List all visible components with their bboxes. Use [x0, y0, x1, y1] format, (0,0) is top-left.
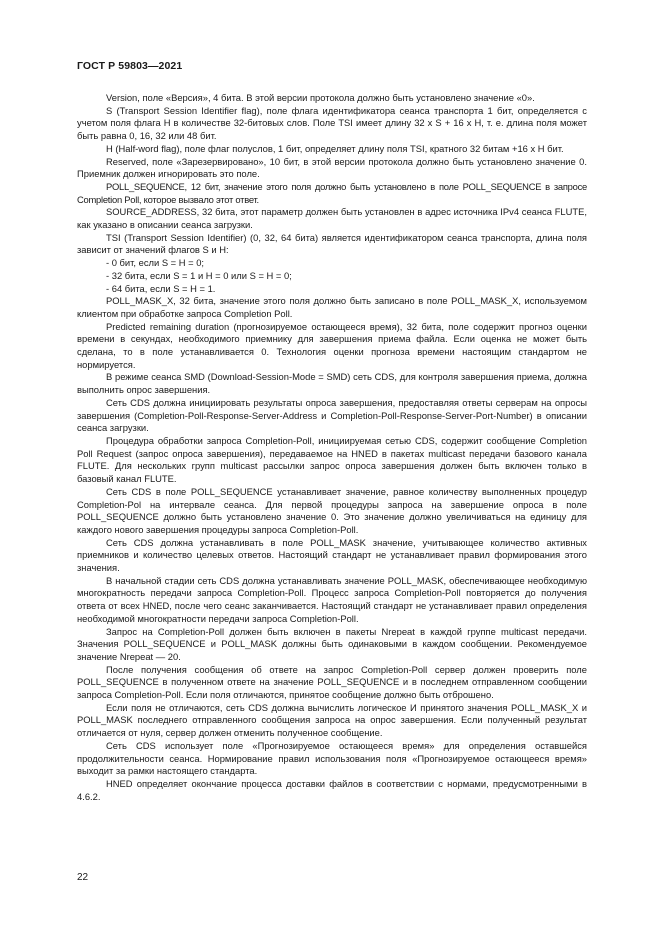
paragraph-response-check: После получения сообщения об ответе на запрос Completion-Poll сервер должен проверить поле POLL_SEQUENCE в полученном ответе на значение POLL_SEQUENCE и в последнем отправленном сообщении запроса Completion-Poll. Если поля отличаются, принятое сообщение должно быть отброшено.	[77, 663, 587, 701]
paragraph-source-address: SOURCE_ADDRESS, 32 бита, этот параметр должен быть установлен в адрес источника IPv4 сеанса FLUTE, как указано в описании сеанса загрузки.	[77, 206, 587, 231]
paragraph-tsi: TSI (Transport Session Identifier) (0, 32, 64 бита) является идентификатором сеанса транспорта, длина поля зависит от значений флагов S и H:	[77, 231, 587, 256]
paragraph-cds-poll-mask: Сеть CDS должна устанавливать в поле POLL_MASK значение, учитывающее количество активных приемников и количество целевых ответов. Настоящий стандарт не устанавливает правил формирования этого значения.	[77, 536, 587, 574]
document-header: ГОСТ Р 59803—2021	[77, 60, 183, 72]
paragraph-initial-stage: В начальной стадии сеть CDS должна устанавливать значение POLL_MASK, обеспечивающее необходимую многократность передачи запроса Completion-Poll. Процесс запроса Completion-Poll повторяется до получения ответа от всех HNED, после чего сеанс заканчивается. Настоящий стандарт не устанавливает правил определения необходимой многократности передачи запроса Completion-Poll.	[77, 574, 587, 624]
list-item-tsi-0: - 0 бит, если S = H = 0;	[106, 257, 205, 269]
page-number: 22	[77, 872, 89, 883]
document-body	[77, 92, 587, 803]
paragraph-h-flag: H (Half-word flag), поле флаг полуслов, 1 бит, определяет длину поля TSI, кратного 32 битам +16 x H бит.	[106, 142, 564, 154]
paragraph-cds-initiate: Сеть CDS должна инициировать результаты опроса завершения, предоставляя ответы серверам на опросы завершения (Completion-Poll-Response-Server-Address и Completion-Poll-Response-Server-Port-Number) в описании сеанса загрузки.	[77, 396, 587, 434]
paragraph-predicted-duration: Predicted remaining duration (прогнозируемое остающееся время), 32 бита, поле содержит прогноз оценки времени в секундах, необходимого приемнику для завершения приема файла. Если оценка не может быть сделана, то в поле устанавливается 0. Технология оценки прогноза времени настоящим стандартом не нормируется.	[77, 320, 587, 370]
paragraph-nrepeat: Запрос на Completion-Poll должен быть включен в пакеты Nrepeat в каждой группе multicast передачи. Значения POLL_SEQUENCE и POLL_MASK должны быть одинаковыми в каждом сообщении. Рекомендуемое значение Nrepeat — 20.	[77, 625, 587, 662]
paragraph-smd-mode: В режиме сеанса SMD (Download-Session-Mode = SMD) сеть CDS, для контроля завершения приема, должна выполнить опрос завершения.	[77, 371, 587, 396]
paragraph-poll-sequence: POLL_SEQUENCE, 12 бит, значение этого поля должно быть установлено в поле POLL_SEQUENCE в запросе Completion Poll, которое вызвало этот ответ.	[77, 180, 587, 205]
paragraph-poll-mask-x: POLL_MASK_X, 32 бита, значение этого поля должно быть записано в поле POLL_MASK_X, используемом клиентом при обработке запроса Completion Poll.	[77, 295, 587, 319]
list-item-tsi-64: - 64 бита, если S = H = 1.	[106, 282, 216, 294]
paragraph-reserved: Reserved, поле «Зарезервировано», 10 бит, в этой версии протокола должно быть установлено значение 0. Приемник должен игнорировать это поле.	[77, 155, 587, 180]
paragraph-hned: HNED определяет окончание процесса доставки файлов в соответствии с нормами, предусмотренными в 4.6.2.	[77, 777, 587, 802]
list-item-tsi-32: - 32 бита, если S = 1 и H = 0 или S = H = 0;	[106, 269, 292, 281]
paragraph-cds-poll-sequence: Сеть CDS в поле POLL_SEQUENCE устанавливает значение, равное количеству выполненных процедур Completion-Pol на интервале сеанса. Для первой процедуры запроса на завершение опроса в поле POLL_SEQUENCE должно быть установлено значение 0. Это значение должно увеличиваться на единицу для каждого нового завершения процедуры запроса Completion-Poll.	[77, 485, 587, 535]
paragraph-s-flag: S (Transport Session Identifier flag), поле флага идентификатора сеанса транспорта 1 бит, определяется с учетом поля флага H в количестве 32-битовых слов. Поле TSI имеет длину 32 x S + 16 x H, т. е. длина поля может быть равна 0, 16, 32 или 48 бит.	[77, 104, 587, 142]
paragraph-remaining-time: Сеть CDS использует поле «Прогнозируемое остающееся время» для определения оставшейся продолжительности сеанса. Нормирование правил использования поля «Прогнозируемое остающееся время» выходит за рамки настоящего стандарта.	[77, 739, 587, 777]
paragraph-procedure: Процедура обработки запроса Completion-Poll, инициируемая сетью CDS, содержит сообщение Completion Poll Request (запрос опроса завершения), передаваемое на HNED в пакетах multicast передачи базового канала FLUTE. Для нескольких групп multicast рассылки запрос опроса завершения должен быть включен только в базовый канал FLUTE.	[77, 434, 587, 485]
paragraph-version: Version, поле «Версия», 4 бита. В этой версии протокола должно быть установлено значение «0».	[106, 92, 535, 103]
paragraph-logical-and: Если поля не отличаются, сеть CDS должна вычислить логическое И принятого значения POLL_MASK_X и POLL_MASK последнего отправленного сообщения запроса на опрос завершения. Если полученный результат отличается от нуля, сервер должен отменить полученное сообщение.	[77, 701, 587, 739]
